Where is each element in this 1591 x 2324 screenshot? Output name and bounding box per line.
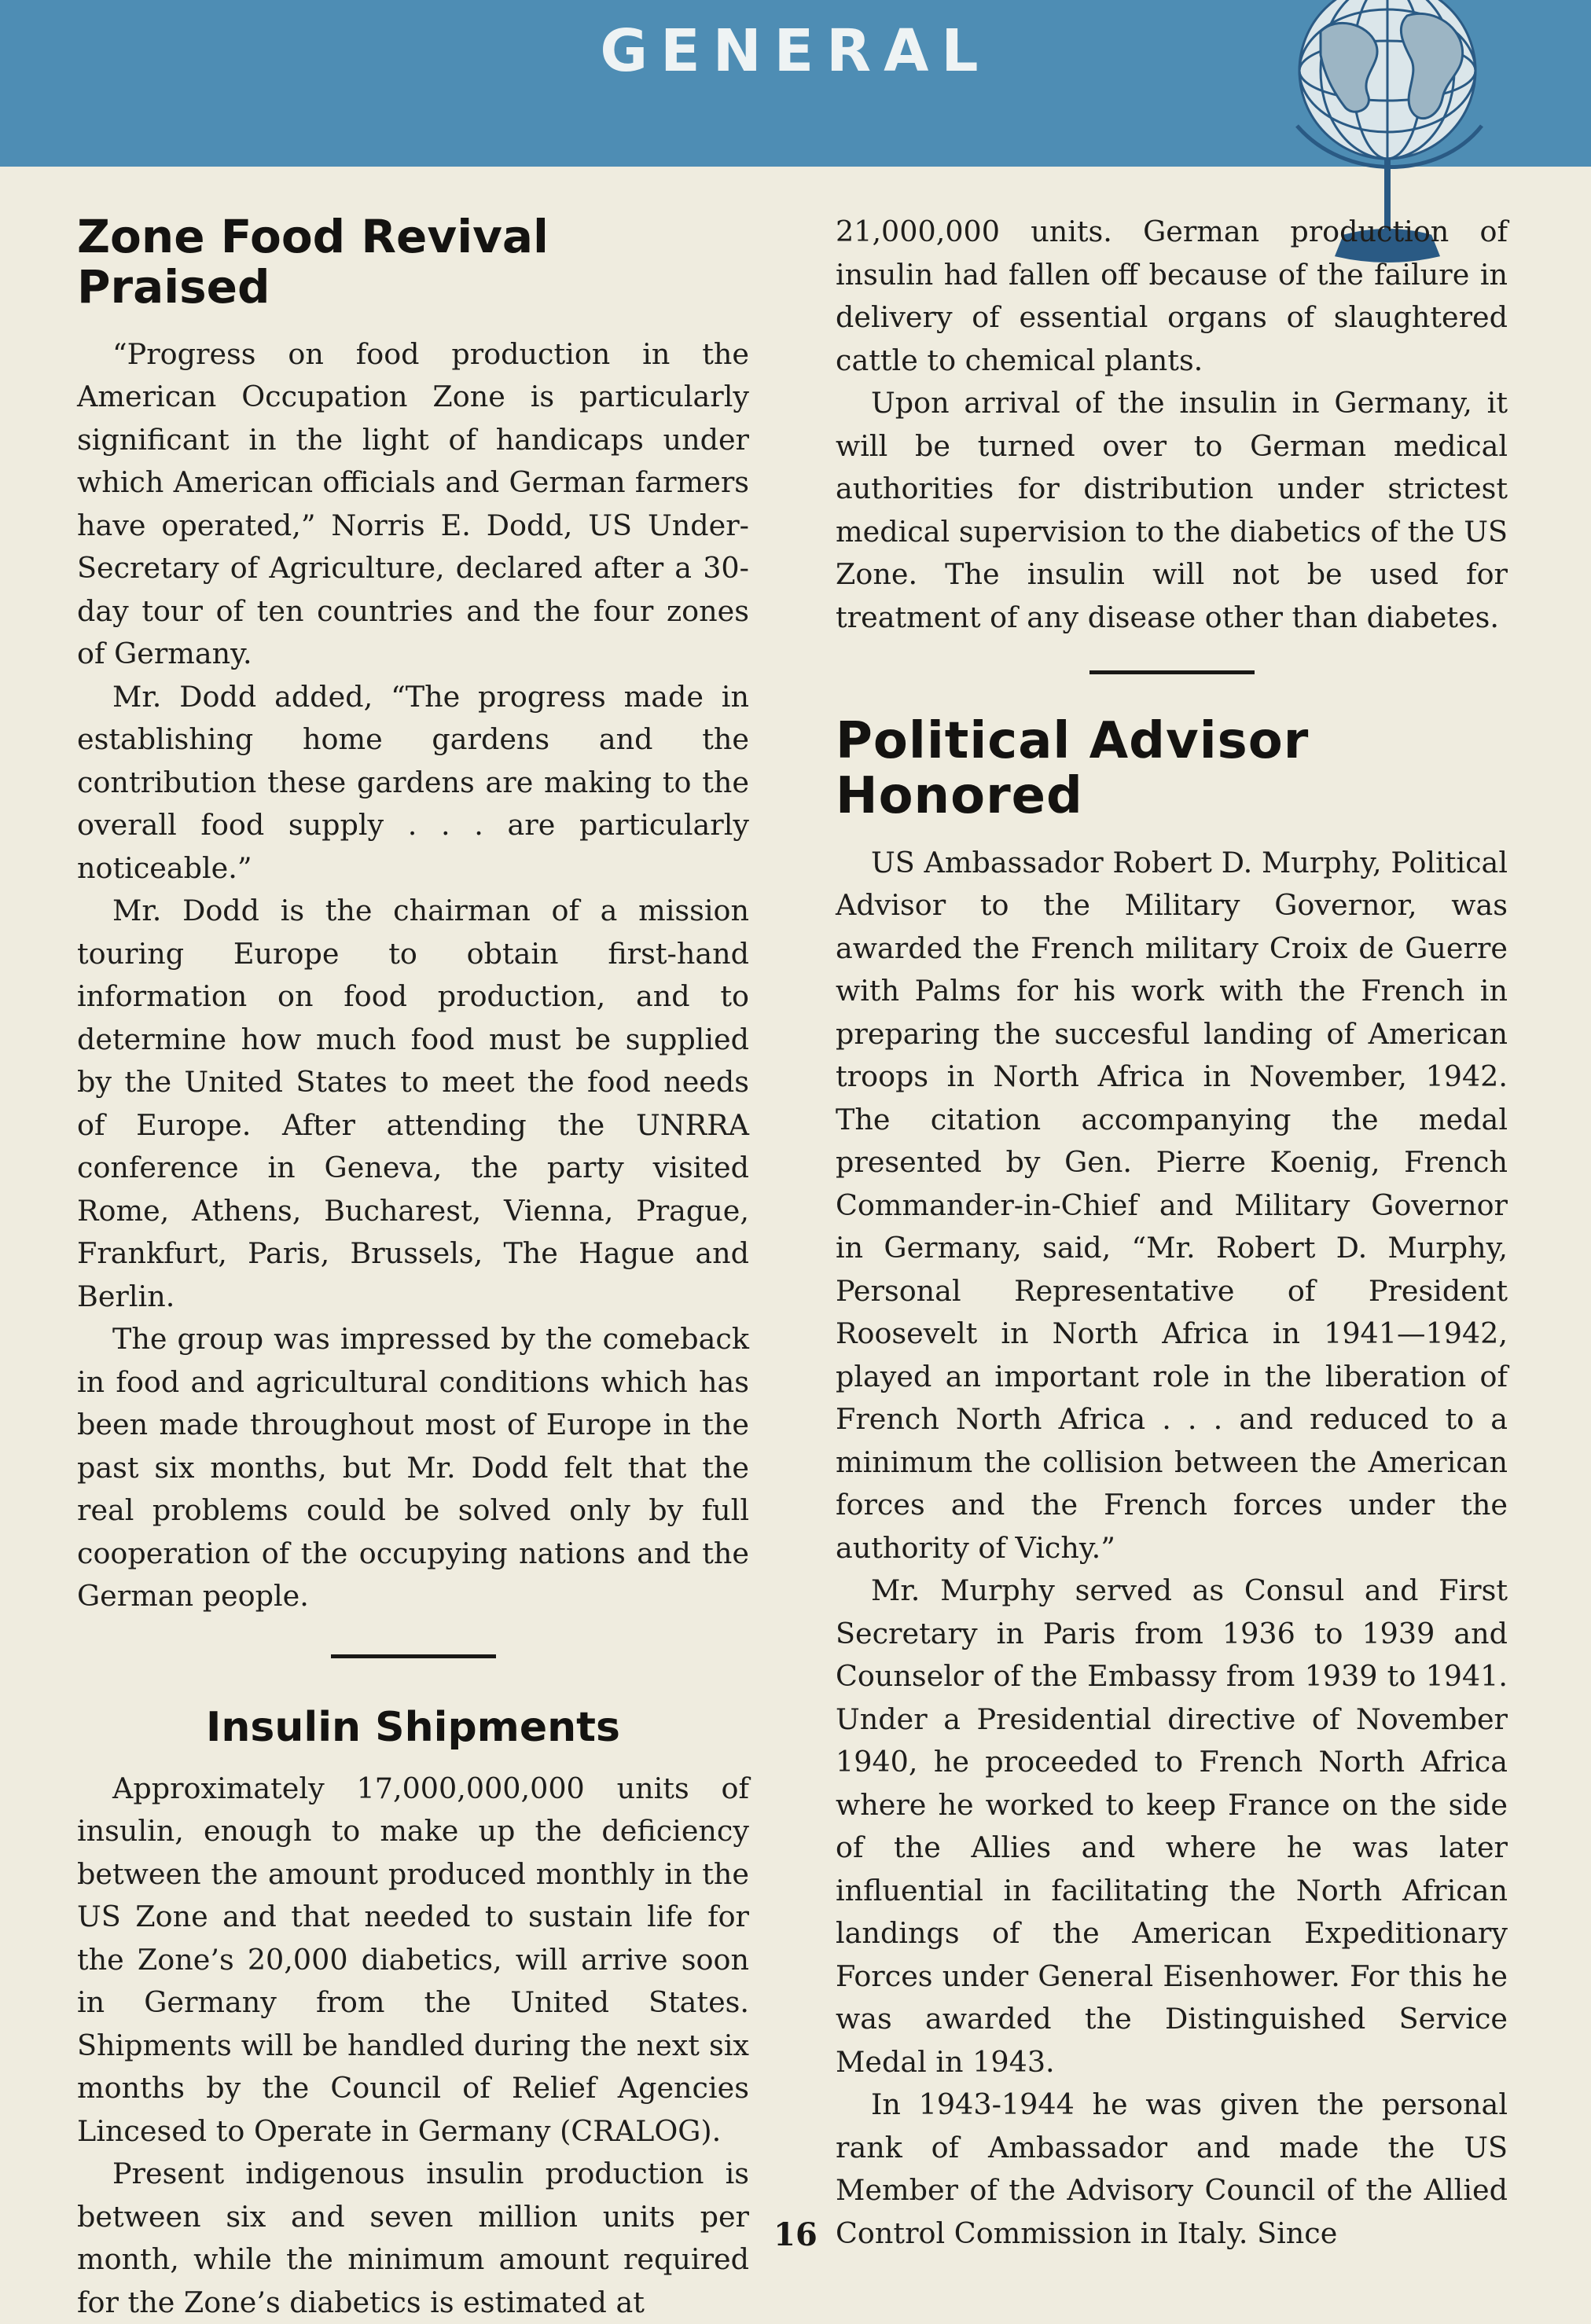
paragraph: “Progress on food production in the American Occupation Zone is particularly significant in the light of handicaps under which American officials and German farmers have operated,” Norris E. Dodd, US Under-Secretary of Agriculture, declared after a 30-day tour of ten countries and the four zones of Germany. <box>77 336 749 671</box>
left-column <box>77 212 749 2324</box>
paragraph: Present indigenous insulin production is between six and seven million units per month, while the minimum amount required for the Zone’s diabetics is estimated at <box>77 2157 749 2319</box>
article-insulin-continued <box>836 211 1508 639</box>
paragraph: Mr. Murphy served as Consul and First Secretary in Paris from 1936 to 1939 and Counselor of the Embassy from 1939 to 1941. Under a Presidential directive of November 1940, he proceeded to French North Africa where he worked to keep France on the side of the Allies and where he was later influential in facilitating the North African landings of the American Expeditionary Forces under General Eisenhower. For this he was awarded the Distinguished Service Medal in 1943. <box>836 1573 1508 2079</box>
paragraph: Mr. Dodd is the chairman of a mission touring Europe to obtain first-hand information on food production, and to determine how much food must be supplied by the United States to meet the food needs of Europe. After attending the UNRRA conference in Geneva, the party visited Rome, Athens, Bucharest, Vienna, Prague, Frankfurt, Paris, Brussels, The Hague and Berlin. <box>77 894 749 1313</box>
article-zone-food <box>77 212 749 1618</box>
divider <box>331 1654 496 1658</box>
page-number: 16 <box>773 2216 818 2253</box>
right-column <box>836 211 1508 2255</box>
paragraph: 21,000,000 units. German production of insulin had fallen off because of the failure in delivery of essential organs of slaughtered cattle to chemical plants. <box>836 215 1508 377</box>
paragraph: Upon arrival of the insulin in Germany, it will be turned over to German medical authorities for distribution under strictest medical supervision to the diabetics of the US Zone. The insulin will not be used for treatment of any disease other than diabetes. <box>836 386 1508 634</box>
paragraph: Approximately 17,000,000,000 units of insulin, enough to make up the deficiency between the amount produced monthly in the US Zone and that needed to sustain life for the Zone’s 20,000 diabetics, will arrive soon in Germany from the United States. Shipments will be handled during the next six months by the Council of Relief Agencies Lincesed to Operate in Germany (CRALOG). <box>77 1771 749 2148</box>
divider <box>1089 670 1255 674</box>
article-title: Political Advisor Honored <box>836 712 1310 826</box>
article-title: Insulin Shipments <box>206 1703 620 1751</box>
paragraph: In 1943-1944 he was given the personal rank of Ambassador and made the US Member of the Advisory Council of the Allied Control Commission in Italy. Since <box>836 2087 1508 2250</box>
section-label: GENERAL <box>600 17 991 85</box>
paragraph: The group was impressed by the comeback in food and agricultural conditions which has been made throughout most of Europe in the past six months, but Mr. Dodd felt that the real problems could be solved only by full cooperation of the occupying nations and the German people. <box>77 1322 749 1614</box>
paragraph: US Ambassador Robert D. Murphy, Political Advisor to the Military Governor, was awarded the French military Croix de Guerre with Palms for his work with the French in preparing the succesful landing of American troops in North Africa in November, 1942. The citation accompanying the medal presented by Gen. Pierre Koenig, French Commander-in-Chief and Military Governor in Germany, said, “Mr. Robert D. Murphy, Personal Representative of President Roosevelt in North Africa in 1941—1942, played an important role in the liberation of French North Africa . . . and reduced to a minimum the collision between the American forces and the French forces under the authority of Vichy.” <box>836 845 1508 1565</box>
paragraph: Mr. Dodd added, “The progress made in establishing home gardens and the contribution these gardens are making to the overall food supply . . . are particularly noticeable.” <box>77 679 749 885</box>
article-title: Zone Food Revival Praised <box>77 210 549 314</box>
article-political <box>836 714 1508 2255</box>
